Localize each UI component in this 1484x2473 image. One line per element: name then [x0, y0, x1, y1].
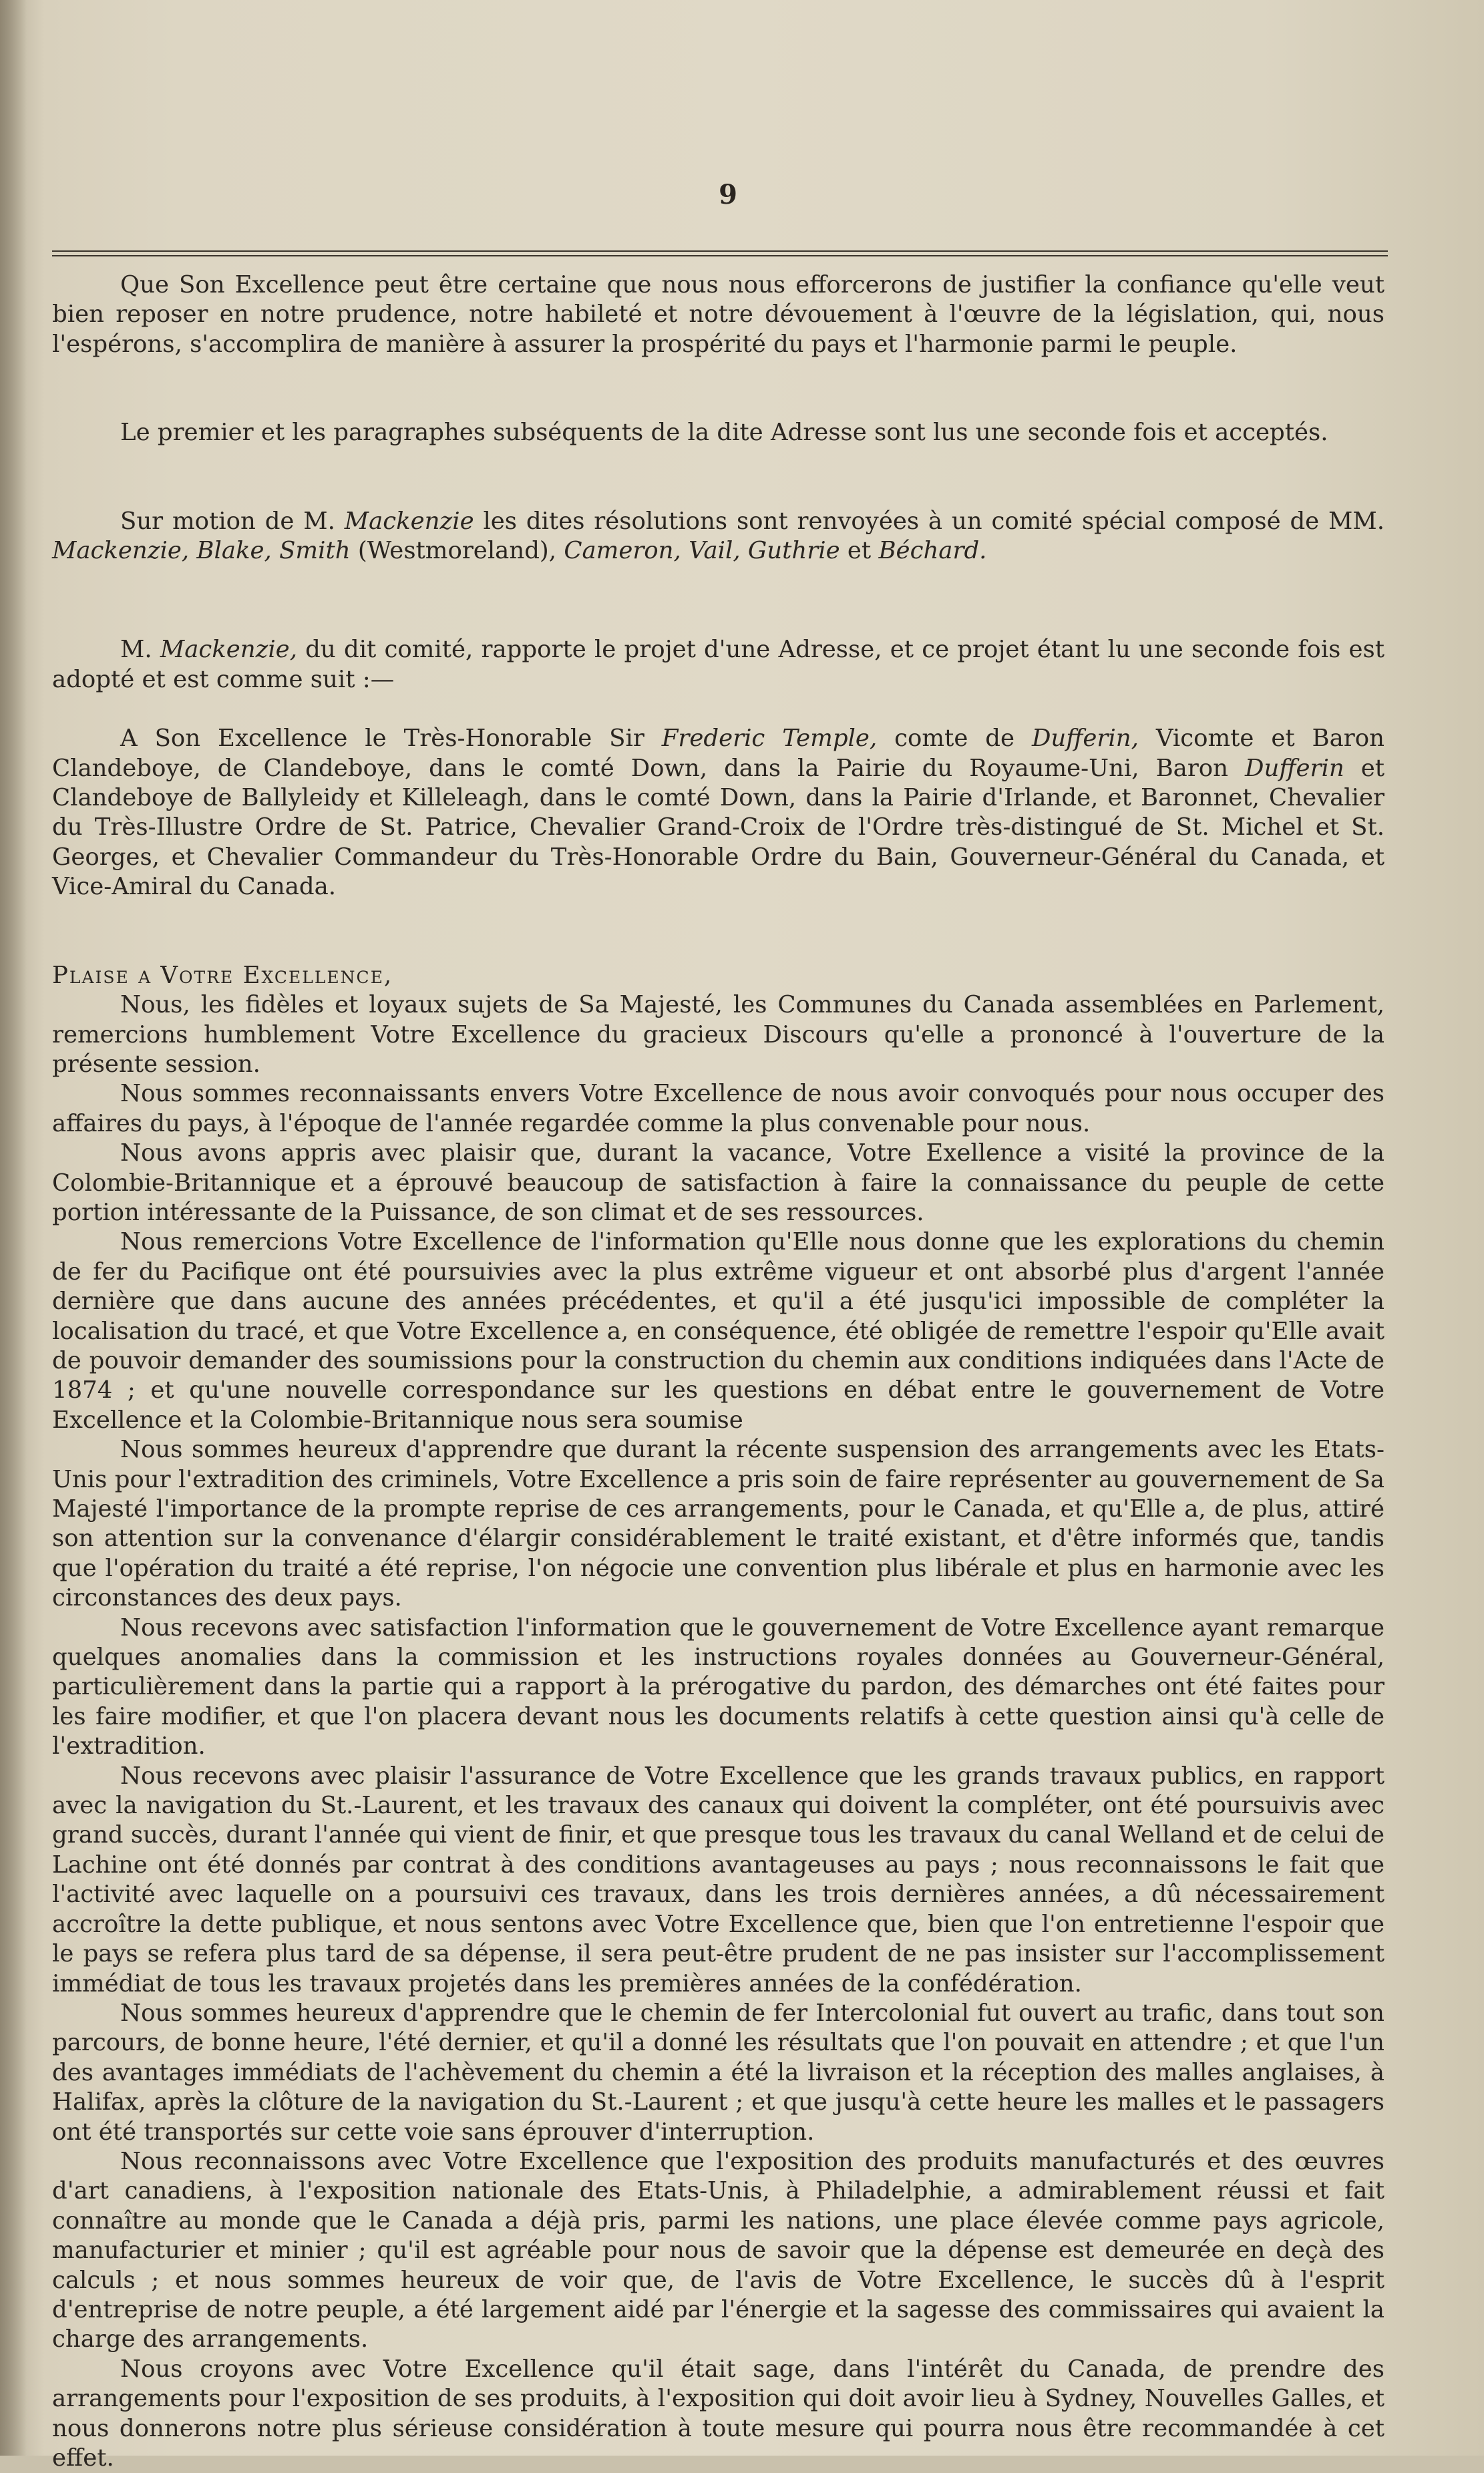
paragraph: Nous recevons avec plaisir l'assurance de Votre Excellence que les grands travaux publics, en rapport avec la navigation du St.-Laurent, et les travaux des canaux qui doivent la compléter, ont été poursuivis avec grand succès, durant l'année qui vient de finir, et que presque tous les travaux du canal Welland et de celui de Lachine ont été donnés par contrat à des conditions avantageuses au pays ; nous reconnaissons le fait que l'activité avec laquelle on a poursuivi ces travaux, dans les trois dernières années, a dû nécessairement accroître la dette publique, et nous sentons avec Votre Excellence que, bien que l'on entretienne l'espoir que le pays se refera plus tard de sa dépense, il sera peut-être prudent de ne pas insister sur l'accomplissement immédiat de tous les travaux projetés dans les premières années de la confédération.	[52, 1762, 1384, 1998]
page-number: 9	[719, 179, 737, 210]
paragraph: Nous remercions Votre Excellence de l'information qu'Elle nous donne que les explorations du chemin de fer du Pacifique ont été poursuivies avec la plus extrême vigueur et ont absorbé plus d'argent l'année dernière que dans aucune des années précédentes, et qu'il a été jusqu'ici impossible de compléter la localisation du tracé, et que Votre Excellence a, en conséquence, été obligée de remettre l'espoir qu'Elle avait de pouvoir demander des soumissions pour la construction du chemin aux conditions indiquées dans l'Acte de 1874 ; et qu'une nouvelle correspondance sur les questions en débat entre le gouvernement de Votre Excellence et la Colombie-Britannique nous sera soumise	[52, 1228, 1384, 1434]
paragraph: Nous sommes reconnaissants envers Votre Excellence de nous avoir convoqués pour nous occuper des affaires du pays, à l'époque de l'année regardée comme la plus convenable pour nous.	[52, 1080, 1384, 1137]
salutation-heading: Plaise a Votre Excellence,	[52, 961, 393, 989]
paragraph: Nous recevons avec satisfaction l'information que le gouvernement de Votre Excellence ayant remarque quelques anomalies dans la commission et les instructions royales données au Gouverneur-Général, particulièrement dans la partie qui a rapport à la prérogative du pardon, des démarches ont été faites pour les faire modifier, et que l'on placera devant nous les documents relatifs à cette question ainsi qu'à celle de l'extradition.	[52, 1613, 1384, 1760]
paragraph-report: M. Mackenzie, du dit comité, rapporte le projet d'une Adresse, et ce projet étant lu une seconde fois est adopté et est comme suit :—	[52, 636, 1385, 693]
paragraph: Que Son Excellence peut être certaine que nous nous efforcerons de justifier la confiance qu'elle veut bien reposer en notre prudence, notre habileté et notre dévouement à l'œuvre de la législation, qui, nous l'espérons, s'accomplira de manière à assurer la prospérité du pays et l'harmonie parmi le peuple.	[52, 271, 1384, 358]
header-rule	[52, 250, 1388, 252]
paragraph: Le premier et les paragraphes subséquents de la dite Adresse sont lus une seconde fois et acceptés.	[120, 419, 1328, 447]
paragraph: Nous sommes heureux d'apprendre que le chemin de fer Intercolonial fut ouvert au trafic, dans tout son parcours, de bonne heure, l'été dernier, et qu'il a donné les résultats que l'on pouvait en attendre ; et que l'un des avantages immédiats de l'achèvement du chemin a été la livraison et la réception des malles anglaises, à Halifax, après la clôture de la navigation du St.-Laurent ; et que jusqu'à cette heure les malles et le passagers ont été transportés sur cette voie sans éprouver d'interruption.	[52, 1999, 1384, 2146]
binding-edge-shadow	[0, 0, 27, 2456]
paragraph-motion: Sur motion de M. Mackenzie les dites résolutions sont renvoyées à un comité spécial composé de MM. Mackenzie, Blake, Smith (Westmoreland), Cameron, Vail, Guthrie et Béchard.	[52, 507, 1384, 565]
paragraph: Nous avons appris avec plaisir que, durant la vacance, Votre Exellence a visité la province de la Colombie-Britannique et a éprouvé beaucoup de satisfaction à faire la connaissance du peuple de cette portion intéressante de la Puissance, de son climat et de ses ressources.	[52, 1139, 1384, 1226]
paragraph: Nous, les fidèles et loyaux sujets de Sa Majesté, les Communes du Canada assemblées en Parlement, remercions humblement Votre Excellence du gracieux Discours qu'elle a prononcé à l'ouverture de la présente session.	[52, 991, 1384, 1078]
header-rule-double	[52, 255, 1388, 256]
body-text	[52, 270, 1384, 2473]
paragraph: Nous sommes heureux d'apprendre que durant la récente suspension des arrangements avec les Etats-Unis pour l'extradition des criminels, Votre Excellence a pris soin de faire représenter au gouvernement de Sa Majesté l'importance de la prompte reprise de ces arrangements, pour le Canada, et qu'Elle a, de plus, attiré son attention sur la convenance d'élargir considérablement le traité existant, et d'être informés que, tandis que l'opération du traité a été reprise, l'on négocie une convention plus libérale et plus en harmonie avec les circonstances des deux pays.	[52, 1436, 1384, 1612]
paragraph: Nous reconnaissons avec Votre Excellence que l'exposition des produits manufacturés et des œuvres d'art canadiens, à l'exposition nationale des Etats-Unis, à Philadelphie, a admirablement réussi et fait connaître au monde que le Canada a déjà pris, parmi les nations, une place élevée comme pays agricole, manufacturier et minier ; qu'il est agréable pour nous de savoir que la dépense est demeurée en deçà des calculs ; et nous sommes heureux de voir que, de l'avis de Votre Excellence, le succès dû à l'esprit d'entreprise de notre peuple, a été largement aidé par l'énergie et la sagesse des commissaires qui avaient la charge des arrangements.	[52, 2147, 1384, 2353]
paragraph-address-title: A Son Excellence le Très-Honorable Sir Frederic Temple, comte de Dufferin, Vicomte et Baron Clandeboye, de Clandeboye, dans le comté Down, dans la Pairie du Royaume-Uni, Baron Dufferin et Clandeboye de Ballyleidy et Killeleagh, dans le comté Down, dans la Pairie d'Irlande, et Baronnet, Chevalier du Très-Illustre Ordre de St. Patrice, Chevalier Grand-Croix de l'Ordre très-distingué de St. Michel et St. Georges, et Chevalier Commandeur du Très-Honorable Ordre du Bain, Gouverneur-Général du Canada, et Vice-Amiral du Canada.	[52, 725, 1384, 901]
paragraph: Nous croyons avec Votre Excellence qu'il était sage, dans l'intérêt du Canada, de prendre des arrangements pour l'exposition de ses produits, à l'exposition qui doit avoir lieu à Sydney, Nouvelles Galles, et nous donnerons notre plus sérieuse considération à toute mesure qui pourra nous être recommandée à cet effet.	[52, 2355, 1384, 2472]
